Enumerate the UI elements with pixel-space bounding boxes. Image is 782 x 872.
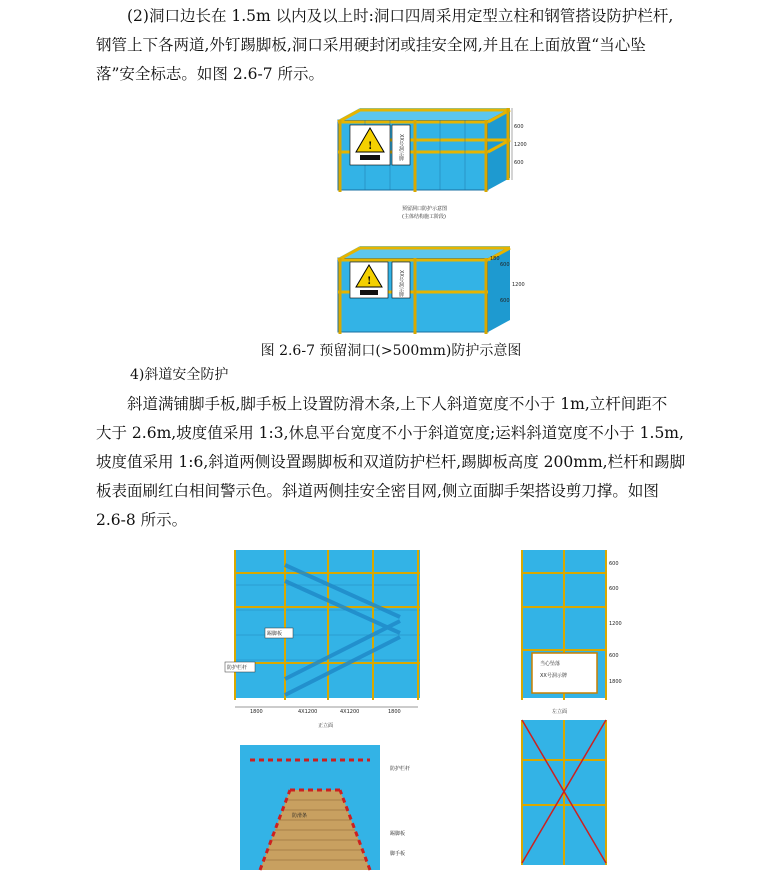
text-line: (2)洞口边长在 1.5m 以内及以上时:洞口四周采用定型立柱和钢管搭设防护栏杆, (127, 7, 674, 25)
dim-small: 180 (490, 256, 500, 262)
dim-lower: 600 (514, 160, 524, 166)
figure-hole-guard-mid (320, 240, 525, 340)
text-line: 大于 2.6m,坡度值采用 1:3,休息平台宽度不小于斜道宽度;运料斜道宽度不小于 1.5m, (96, 424, 684, 442)
dim-4: 1800 (388, 709, 401, 715)
dim-side-1: 600 (609, 561, 619, 567)
text-line: 斜道满铺脚手板,脚手板上设置防滑木条,上下人斜道宽度不小于 1m,立杆间距不 (127, 395, 668, 413)
dim-side-4: 600 (609, 653, 619, 659)
text-line: 钢管上下各两道,外钉踢脚板,洞口采用硬封闭或挂安全网,并且在上面放置“当心坠 (96, 36, 646, 54)
subcaption-2: (主体结构施工阶段) (402, 214, 446, 220)
label-slat: 防滑条 (292, 813, 308, 819)
label-toe-board: 踢脚板 (267, 631, 283, 637)
dim-total: 1200 (512, 282, 525, 288)
text-line: 2.6-8 所示。 (96, 511, 188, 529)
dim-total: 1200 (514, 142, 527, 148)
view-label-side: 左立面 (552, 709, 568, 715)
svg-text:!: ! (368, 141, 373, 152)
label-board: 踢脚板 (390, 831, 406, 837)
text-line: 落”安全标志。如图 2.6-7 所示。 (96, 65, 325, 83)
paragraph-hole-protection (96, 2, 702, 31)
dim-side-2: 600 (609, 586, 619, 592)
svg-text:!: ! (367, 276, 372, 287)
sign-text: XX号洞示牌 (398, 270, 404, 297)
dim-side-3: 1200 (609, 621, 622, 627)
label-plank: 脚手板 (390, 851, 406, 857)
dim-upper: 600 (500, 262, 510, 268)
figure-ramp-section (230, 745, 420, 870)
dim-side-5: 1800 (609, 679, 622, 685)
sign-2: XX号洞示牌 (540, 673, 567, 679)
paragraph-ramp-protection-cont (96, 419, 702, 535)
paragraph-ramp-protection (96, 390, 702, 419)
sign-text: XX号洞示牌 (398, 134, 404, 161)
sign-1: 当心坠落 (540, 661, 561, 667)
figure-front-elevation (210, 545, 450, 735)
figure-hole-guard-top (320, 100, 527, 240)
text-line: 坡度值采用 1:6,斜道两侧设置踢脚板和双道防护栏杆,踢脚板高度 200mm,栏杆和踢脚 (96, 453, 686, 471)
dim-2: 4X1200 (298, 709, 318, 715)
dim-upper: 600 (514, 124, 524, 130)
figure-side-elevation (510, 545, 620, 865)
paragraph-hole-protection-cont (96, 31, 702, 89)
label-guardrail: 防护栏杆 (227, 665, 248, 671)
dim-1: 1800 (250, 709, 263, 715)
text-line: 板表面刷红白相间警示色。斜道两侧挂安全密目网,侧立面脚手架搭设剪刀撑。如图 (96, 482, 659, 500)
figure-caption: 图 2.6-7 预留洞口(>500mm)防护示意图 (260, 343, 522, 359)
view-label-front: 正立面 (318, 723, 334, 729)
section-heading: 4)斜道安全防护 (130, 367, 229, 383)
subcaption-1: 预留洞口防护示意图 (402, 206, 448, 212)
dim-3: 4X1200 (340, 709, 360, 715)
dim-lower: 600 (500, 298, 510, 304)
label-rail: 防护栏杆 (390, 766, 411, 772)
